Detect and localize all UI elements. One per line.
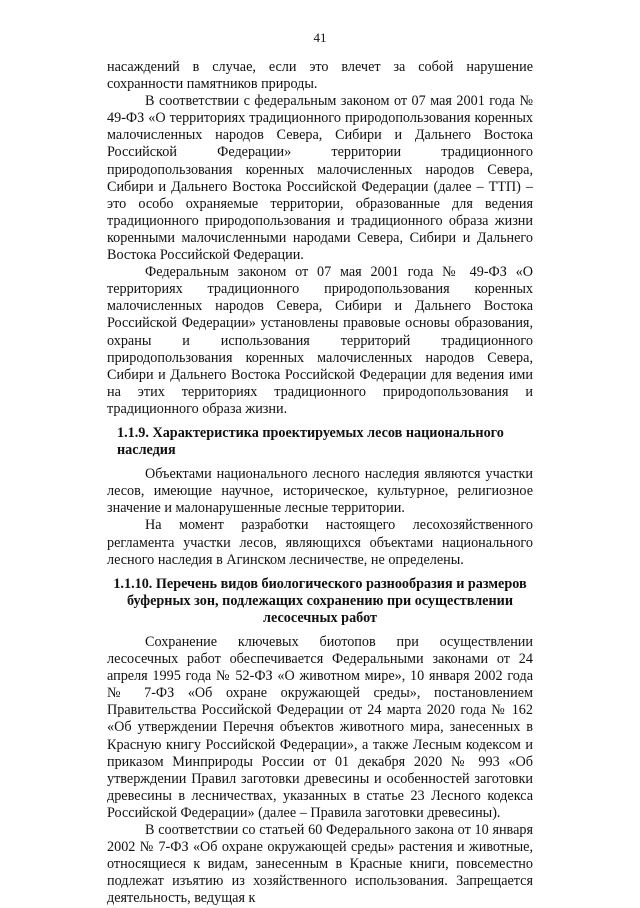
section-heading-1-1-9: 1.1.9. Характеристика проектируемых лесов национального наследия	[117, 424, 504, 459]
section-heading-1-1-10: 1.1.10. Перечень видов биологического разнообразия и размеров буферных зон, подлежащих сохранению при осуществлении лесосечных работ	[113, 575, 527, 626]
paragraph-ttp-definition: В соответствии с федеральным законом от 07 мая 2001 года № 49-ФЗ «О территориях традиционного природопользования коренных малочисленных народов Севера, Сибири и Дальнего Востока Российской Федерации» территории традиционного природопользования коренных малочисленных народов Севера, Сибири и Дальнего Востока Российской Федерации (далее – ТТП) – это особо охраняемые территории, образованные для ведения традиционного природопользования и традиционного образа жизни коренными малочисленными народами Севера, Сибири и Дальнего Востока Российской Федерации.	[107, 93, 533, 264]
paragraph-red-book-species: В соответствии со статьей 60 Федерального закона от 10 января 2002 № 7-ФЗ «Об охране окружающей среды» растения и животные, относящиеся к видам, занесенным в Красные книги, повсеместно подлежат изъятию из хозяйственного использования. Запрещается деятельность, ведущая к	[107, 822, 533, 907]
paragraph-continuation: насаждений в случае, если это влечет за собой нарушение сохранности памятников природы.	[107, 59, 533, 93]
paragraph-biotope-preservation: Сохранение ключевых биотопов при осуществлении лесосечных работ обеспечивается Федеральными законами от 24 апреля 1995 года № 52-ФЗ «О животном мире», 10 января 2002 года № 7-ФЗ «Об охране окружающей среды», постановлением Правительства Российской Федерации от 24 марта 2020 года № 162 «Об утверждении Перечня объектов животного мира, занесенных в Красную книгу Российской Федерации», а также Лесным кодексом и приказом Минприроды России от 01 декабря 2020 № 993 «Об утверждении Правил заготовки древесины и особенностей заготовки древесины в лесничествах, указанных в статье 23 Лесного кодекса Российской Федерации» (далее – Правила заготовки древесины).	[107, 634, 533, 821]
paragraph-heritage-objects: Объектами национального лесного наследия являются участки лесов, имеющие научное, историческое, культурное, религиозное значение и малонарушенные лесные территории.	[107, 466, 533, 517]
paragraph-legal-basis: Федеральным законом от 07 мая 2001 года № 49-ФЗ «О территориях традиционного природопользования коренных малочисленных народов Севера, Сибири и Дальнего Востока Российской Федерации» установлены правовые основы образования, охраны и использования территорий традиционного природопользования коренных малочисленных народов Севера, Сибири и Дальнего Востока Российской Федерации для ведения ими на этих территориях традиционного природопользования и традиционного образа жизни.	[107, 264, 533, 417]
document-body	[107, 59, 533, 908]
paragraph-heritage-not-defined: На момент разработки настоящего лесохозяйственного регламента участки лесов, являющихся объектами национального лесного наследия в Агинском лесничестве, не определены.	[107, 517, 533, 568]
page-number: 41	[313, 30, 327, 45]
